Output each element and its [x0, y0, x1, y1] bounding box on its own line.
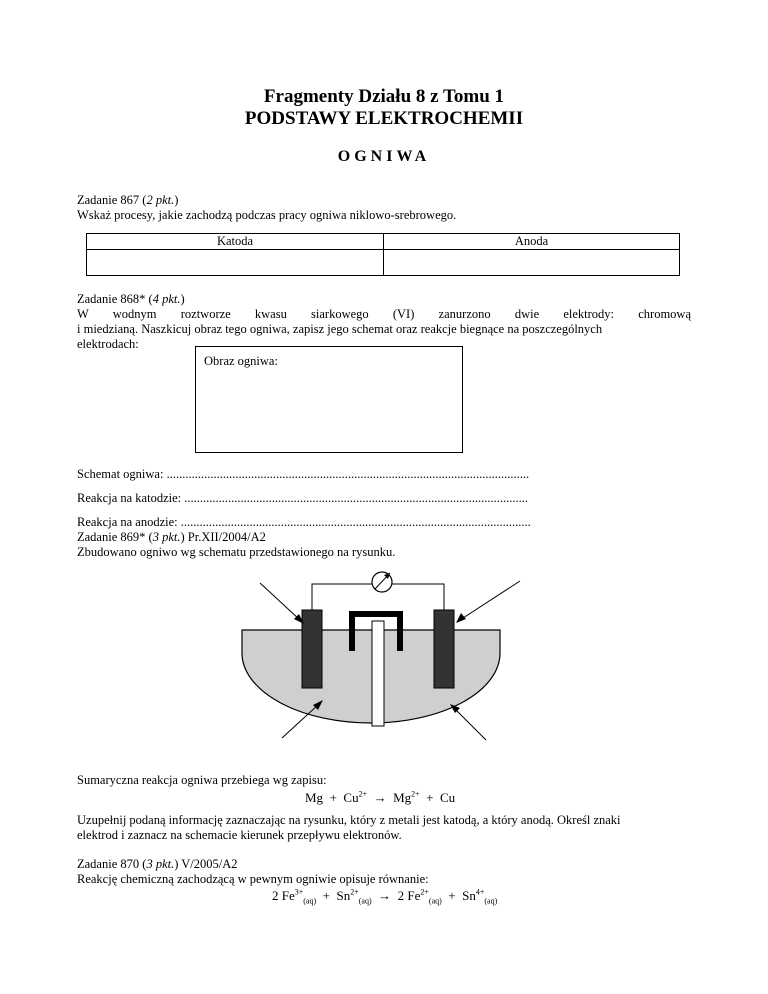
task-868-line2: i miedzianą. Naszkicuj obraz tego ogniwa, zapisz jego schemat oraz reakcje biegnące na poszczególnych	[77, 322, 603, 336]
task-870-header: Zadanie 870 (3 pkt.) V/2005/A2	[77, 857, 238, 871]
task-867-text: Wskaż procesy, jakie zachodzą podczas pracy ogniwa niklowo-srebrowego.	[77, 208, 457, 222]
anoda-reaction-line: Reakcja na anodzie: ................................................................................................................	[77, 515, 531, 529]
arrow-right-electrode	[460, 581, 520, 620]
page-title: Fragmenty Działu 8 z Tomu 1	[263, 86, 505, 107]
cell-drawing-box[interactable]	[195, 346, 463, 453]
electrolyte-bath	[242, 630, 500, 723]
galvanic-cell-diagram	[230, 568, 550, 748]
task-869-instr1: Uzupełnij podaną informację zaznaczając na rysunku, który z metali jest katodą, a który anodą. Określ znaki	[77, 813, 621, 827]
schemat-line: Schemat ogniwa: ....................................................................................................................	[77, 467, 530, 481]
task-868-header: Zadanie 868* (4 pkt.)	[77, 292, 185, 306]
summary-text: Sumaryczna reakcja ogniwa przebiega wg zapisu:	[77, 773, 327, 787]
aq-4: (aq)	[484, 896, 498, 906]
arrow-left-electrode	[260, 583, 300, 620]
left-wire	[312, 584, 372, 610]
porous-separator	[372, 621, 384, 726]
task-869-instr2: elektrod i zaznacz na schemacie kierunek przepływu elektronów.	[77, 828, 402, 842]
column-header-anoda: Anoda	[384, 234, 680, 250]
task-869-text: Zbudowano ogniwo wg schematu przedstawionego na rysunku.	[77, 545, 396, 559]
arrow-right-solution	[454, 708, 486, 740]
section-heading: OGNIWA	[337, 148, 431, 165]
anoda-answer-cell[interactable]	[384, 250, 680, 276]
right-wire	[392, 584, 444, 610]
aq-2: (aq)	[358, 896, 372, 906]
katoda-answer-cell[interactable]	[87, 250, 384, 276]
task-868-line3: elektrodach:	[77, 337, 139, 351]
aq-3: (aq)	[428, 896, 442, 906]
task-868-line1: W wodnym roztworze kwasu siarkowego (VI) zanurzono dwie elektrody: chromową	[77, 307, 691, 321]
column-header-katoda: Katoda	[87, 234, 384, 250]
task-867-header: Zadanie 867 (2 pkt.)	[77, 193, 179, 207]
katoda-reaction-line: Reakcja na katodzie: ..............................................................................................................	[77, 491, 528, 505]
right-electrode	[434, 610, 454, 688]
left-electrode	[302, 610, 322, 688]
task-869-header: Zadanie 869* (3 pkt.) Pr.XII/2004/A2	[77, 530, 266, 544]
drawing-box-label: Obraz ogniwa:	[204, 354, 278, 368]
task-867-table	[86, 233, 680, 276]
page-subtitle: PODSTAWY ELEKTROCHEMII	[244, 108, 524, 129]
task-870-text: Reakcję chemiczną zachodzącą w pewnym ogniwie opisuje równanie:	[77, 872, 429, 886]
summary-equation: $Mg + Cu^{2+} \to Mg^{2+} + Cu$	[305, 789, 456, 805]
task-870-equation: 2 $Fe^{3+}_{(aq)} + Sn^{2+}_{(aq)} \to 2$ $Fe^{2+}_{(aq)} + Sn^{4+}_{(aq)}$	[272, 887, 498, 906]
